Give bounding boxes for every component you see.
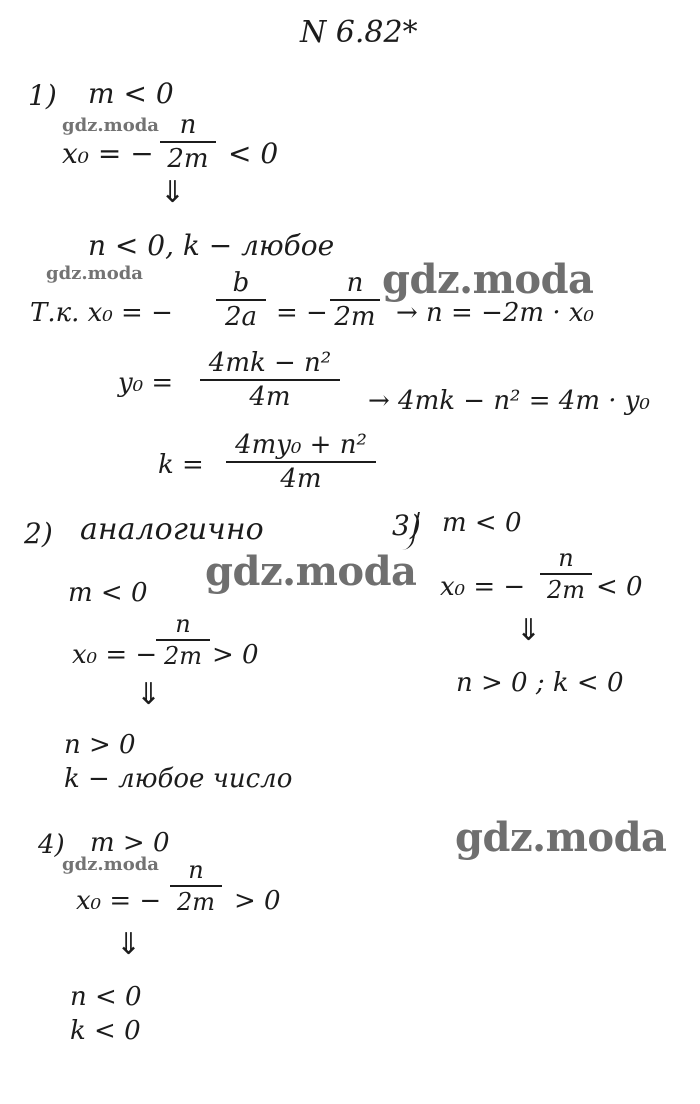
watermark-large: gdz.moda bbox=[382, 256, 594, 303]
part4-x0-fraction bbox=[170, 858, 222, 914]
part3-label: 3) bbox=[392, 509, 421, 542]
part3-x0-right: < 0 bbox=[596, 572, 643, 602]
part1-y0-right: → 4mk − n² = 4m · y₀ bbox=[368, 386, 650, 416]
fraction-denominator: 4m bbox=[280, 464, 322, 494]
part1-tk-prefix: Т.к. x₀ = − bbox=[30, 298, 173, 328]
part4-result-1: n < 0 bbox=[70, 982, 142, 1012]
fraction-denominator: 2m bbox=[546, 576, 586, 604]
problem-number: N 6.82* bbox=[300, 15, 418, 50]
part1-k-fraction bbox=[226, 432, 376, 492]
fraction-denominator: 4m bbox=[249, 382, 291, 412]
part2-condition: m < 0 bbox=[68, 578, 148, 608]
part1-label: 1) bbox=[28, 79, 57, 112]
part1-x0-left: x₀ = − bbox=[62, 137, 154, 170]
implies-arrow-icon: ⇓ bbox=[116, 927, 142, 962]
part1-y0-left: y₀ = bbox=[118, 368, 174, 398]
fraction-denominator: 2m bbox=[167, 144, 209, 174]
watermark-small: gdz.moda bbox=[46, 263, 143, 284]
part4-label: 4) bbox=[38, 830, 65, 860]
fraction-numerator: n bbox=[188, 856, 204, 884]
fraction-numerator: 4my₀ + n² bbox=[235, 430, 367, 460]
fraction-denominator: 2m bbox=[334, 302, 376, 332]
part1-y0-fraction bbox=[200, 350, 340, 410]
fraction-numerator: n bbox=[179, 110, 197, 140]
fraction-denominator: 2a bbox=[224, 302, 258, 332]
part3-x0-left: x₀ = − bbox=[440, 572, 526, 602]
part2-heading: аналогично bbox=[80, 512, 264, 547]
watermark-small: gdz.moda bbox=[62, 115, 159, 136]
part1-result: n < 0, k − любое bbox=[88, 229, 335, 262]
part1-x0-right: < 0 bbox=[228, 137, 279, 170]
fraction-bar bbox=[170, 885, 222, 887]
part4-x0-right: > 0 bbox=[234, 886, 281, 916]
part1-tk-fraction-2 bbox=[330, 270, 380, 330]
part3-x0-fraction bbox=[540, 546, 592, 602]
part2-x0-fraction bbox=[156, 612, 210, 668]
fraction-bar bbox=[200, 379, 340, 381]
part3-result: n > 0 ; k < 0 bbox=[456, 668, 624, 698]
part2-x0-right: > 0 bbox=[212, 640, 259, 670]
fraction-numerator: n bbox=[175, 610, 191, 638]
part1-condition: m < 0 bbox=[88, 77, 174, 110]
part2-label: 2) bbox=[24, 517, 53, 550]
watermark-large: gdz.moda bbox=[455, 814, 667, 861]
fraction-denominator: 2m bbox=[163, 642, 203, 670]
implies-arrow-icon: ⇓ bbox=[160, 175, 186, 210]
fraction-bar bbox=[330, 299, 380, 301]
part2-result-1: n > 0 bbox=[64, 730, 136, 760]
fraction-bar bbox=[160, 141, 216, 143]
fraction-numerator: n bbox=[346, 268, 364, 298]
part3-condition: m < 0 bbox=[442, 508, 522, 538]
implies-arrow-icon: ⇓ bbox=[136, 677, 162, 712]
part1-x0-fraction bbox=[160, 112, 216, 172]
fraction-bar bbox=[226, 461, 376, 463]
part1-tk-fraction-1 bbox=[216, 270, 266, 330]
part1-tk-mid: = − bbox=[276, 298, 328, 328]
part2-result-2: k − любое число bbox=[64, 764, 293, 794]
fraction-numerator: 4mk − n² bbox=[208, 348, 332, 378]
fraction-bar bbox=[216, 299, 266, 301]
part4-x0-left: x₀ = − bbox=[76, 886, 162, 916]
part2-x0-left: x₀ = − bbox=[72, 640, 158, 670]
part1-tk-right: → n = −2m · x₀ bbox=[396, 298, 594, 328]
fraction-bar bbox=[156, 639, 210, 641]
fraction-numerator: n bbox=[558, 544, 574, 572]
part4-condition: m > 0 bbox=[90, 828, 170, 858]
part4-result-2: k < 0 bbox=[70, 1016, 141, 1046]
part1-k-left: k = bbox=[158, 450, 204, 480]
watermark-large: gdz.moda bbox=[205, 548, 417, 595]
fraction-denominator: 2m bbox=[176, 888, 216, 916]
fraction-bar bbox=[540, 573, 592, 575]
implies-arrow-icon: ⇓ bbox=[516, 613, 542, 648]
fraction-numerator: b bbox=[232, 268, 250, 298]
watermark-small: gdz.moda bbox=[62, 854, 159, 875]
